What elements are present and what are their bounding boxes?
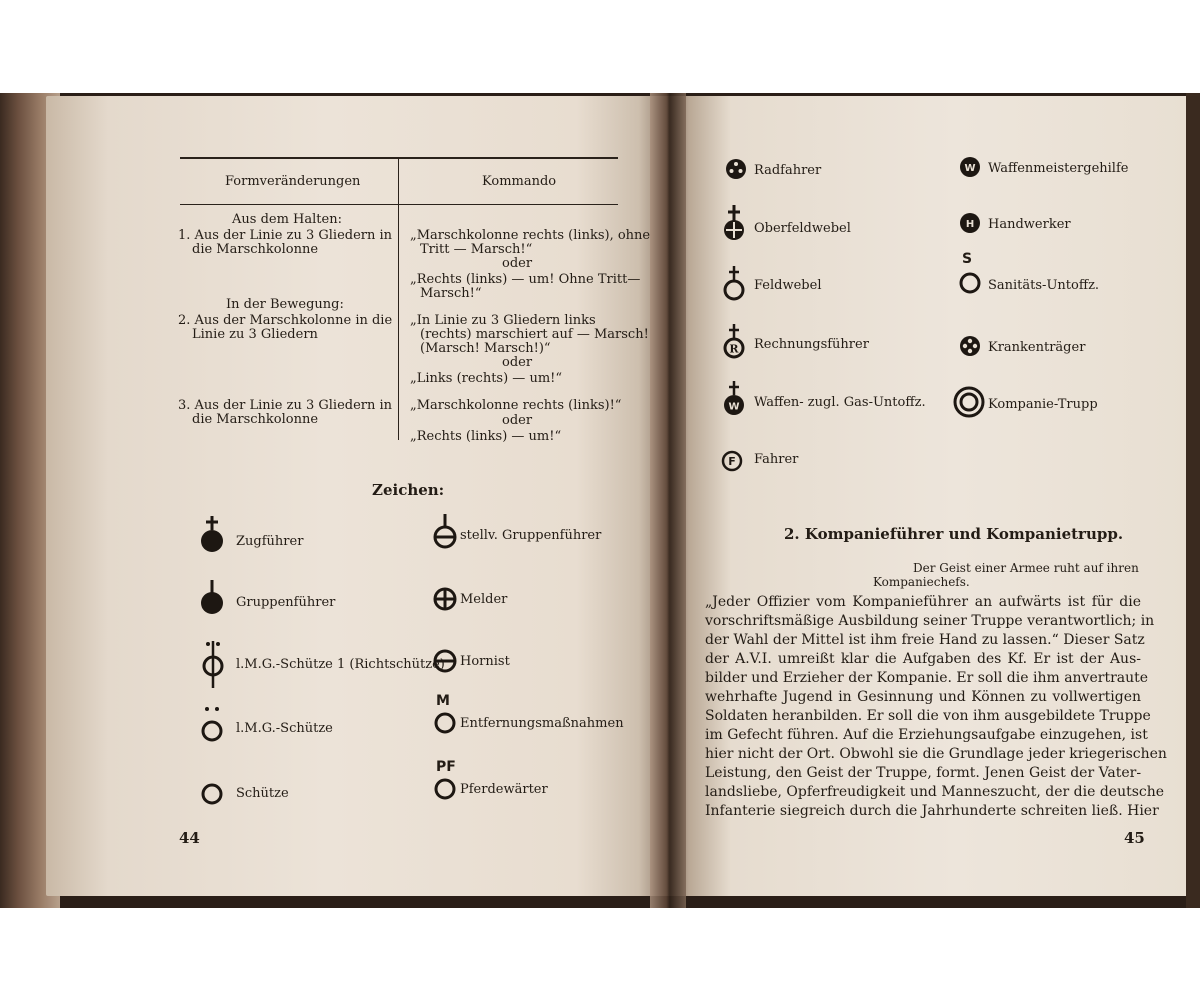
sign-mark: M: [436, 693, 450, 709]
table-cell-command: „Links (rechts) — um!“: [410, 371, 563, 386]
table-cell-change: Linie zu 3 Gliedern: [192, 327, 318, 342]
sign-label: Waffenmeistergehilfe: [988, 161, 1129, 176]
melder-icon: [432, 586, 458, 612]
body-text-line: Infanterie siegreich durch die Jahrhunderte schreiten ließ. Hier: [705, 803, 1159, 819]
sign-label: Rechnungsführer: [754, 337, 869, 352]
entfernungsmassnahmen-icon: [432, 710, 458, 736]
hornist-icon: [432, 648, 458, 674]
table-cell-command: „Marschkolonne rechts (links), ohne: [410, 228, 651, 243]
lmg-schuetze-1-icon: [198, 640, 228, 690]
handwerker-icon: [958, 211, 982, 235]
page-number-left: 44: [179, 829, 200, 847]
krankentraeger-icon: [957, 333, 983, 359]
sign-mark: S: [962, 251, 973, 267]
gruppenfuehrer-icon: [196, 578, 228, 616]
sign-label: Feldwebel: [754, 278, 822, 293]
sign-label: Zugführer: [236, 534, 304, 549]
rechnungsfuehrer-icon: [720, 322, 748, 360]
table-cell-command-or: oder: [502, 413, 533, 428]
sign-label: Fahrer: [754, 452, 799, 467]
body-text-line: der A.V.I. umreißt klar die Aufgaben des Kf. Er ist der Aus-: [705, 651, 1141, 667]
svg-text:W: W: [728, 401, 740, 413]
body-text-line: bilder und Erzieher der Kompanie. Er soll die ihm anvertraute: [705, 670, 1149, 686]
table-header-rule: [180, 204, 618, 205]
body-text-line: wehrhafte Jugend in Gesinnung und Können zu vollwertigen: [705, 689, 1141, 705]
kompanie-trupp-icon: [952, 385, 986, 419]
table-header-command: Kommando: [482, 174, 557, 189]
left-page: [46, 96, 670, 896]
zugfuehrer-icon: [196, 514, 228, 554]
sign-label: Melder: [460, 592, 508, 607]
sign-mark: PF: [436, 759, 456, 775]
table-cell-change: 3. Aus der Linie zu 3 Gliedern in: [178, 398, 393, 413]
table-cell-command: (rechts) marschiert auf — Marsch!: [420, 327, 649, 342]
table-cell-change: 1. Aus der Linie zu 3 Gliedern in: [178, 228, 393, 243]
sign-label: Gruppenführer: [236, 595, 336, 610]
table-cell-command: Marsch!“: [420, 286, 482, 301]
sign-label: Handwerker: [988, 217, 1071, 232]
sign-label: Schütze: [236, 786, 289, 801]
svg-text:W: W: [964, 163, 976, 174]
table-cell-change: die Marschkolonne: [192, 242, 319, 257]
body-text-line: „Jeder Offizier vom Kompanieführer an aufwärts ist für die: [705, 594, 1141, 610]
table-cell-command-or: oder: [502, 355, 533, 370]
sign-label: Oberfeldwebel: [754, 221, 851, 236]
table-cell-change: die Marschkolonne: [192, 412, 319, 427]
table-cell-command: „Rechts (links) — um!“: [410, 429, 562, 444]
table-header-changes: Formveränderungen: [225, 174, 361, 189]
waffen-gas-untoffz-icon: [720, 379, 748, 417]
svg-text:R: R: [729, 342, 739, 356]
table-cell-change: 2. Aus der Marschkolonne in die: [178, 313, 393, 328]
table-cell-command: „Rechts (links) — um! Ohne Tritt—: [410, 272, 641, 287]
sanitaets-untoffz-icon: [957, 270, 983, 296]
table-cell-command: „In Linie zu 3 Gliedern links: [410, 313, 596, 328]
table-top-rule: [180, 157, 618, 159]
page-number-right: 45: [1124, 829, 1145, 847]
table-cell-command: (Marsch! Marsch!)“: [420, 341, 551, 356]
sign-label: l.M.G.-Schütze: [236, 721, 333, 736]
table-cell-command: Tritt — Marsch!“: [420, 242, 533, 257]
table-row-caption: In der Bewegung:: [226, 297, 344, 312]
body-text-line: Soldaten heranbilden. Er soll die von ihm ausgebildete Truppe: [705, 708, 1151, 724]
body-text-line: landsliebe, Opferfreudigkeit und Manneszucht, der die deutsche: [705, 784, 1165, 800]
sign-label: Sanitäts-Untoffz.: [988, 278, 1100, 293]
sign-label: Radfahrer: [754, 163, 822, 178]
schuetze-icon: [198, 780, 226, 808]
body-text-line: hier nicht der Ort. Obwohl sie die Grundlage jeder kriegerischen: [705, 746, 1167, 762]
body-text-line: Leistung, den Geist der Truppe, formt. Jenen Geist der Vater-: [705, 765, 1142, 781]
sign-label: Hornist: [460, 654, 510, 669]
waffenmeistergehilfe-icon: [958, 155, 982, 179]
table-cell-command: „Marschkolonne rechts (links)!“: [410, 398, 622, 413]
epigraph-line: Kompaniechefs.: [873, 575, 970, 589]
book-gutter: [650, 93, 686, 908]
signs-title: Zeichen:: [372, 481, 445, 499]
section-heading: 2. Kompanieführer und Kompanietrupp.: [784, 525, 1124, 543]
body-text-line: im Gefecht führen. Auf die Erziehungsaufgabe einzugehen, ist: [705, 727, 1148, 743]
sign-label: Waffen- zugl. Gas-Untoffz.: [754, 395, 926, 410]
body-text-line: vorschriftsmäßige Ausbildung seiner Truppe verantwortlich; in: [705, 613, 1155, 629]
sign-label: l.M.G.-Schütze 1 (Richtschütze): [236, 657, 445, 672]
svg-text:F: F: [728, 455, 736, 468]
lmg-schuetze-icon: [198, 704, 226, 744]
stellv-gruppenfuehrer-icon: [430, 512, 460, 552]
body-text-line: der Wahl der Mittel ist ihm freie Hand zu lassen.“ Dieser Satz: [705, 632, 1145, 648]
table-row-caption: Aus dem Halten:: [232, 212, 342, 227]
sign-label: Pferdewärter: [460, 782, 548, 797]
feldwebel-icon: [720, 264, 748, 302]
table-column-divider: [398, 158, 399, 205]
svg-text:H: H: [965, 219, 975, 230]
fahrer-icon: [720, 449, 744, 473]
radfahrer-icon: [724, 157, 748, 181]
epigraph-line: Der Geist einer Armee ruht auf ihren: [913, 561, 1139, 575]
sign-label: Entfernungsmaßnahmen: [460, 716, 624, 731]
oberfeldwebel-icon: [720, 203, 748, 243]
sign-label: Krankenträger: [988, 340, 1086, 355]
right-page-edge: [1186, 93, 1200, 908]
sign-label: Kompanie-Trupp: [988, 397, 1098, 412]
sign-label: stellv. Gruppenführer: [460, 528, 602, 543]
table-cell-command-or: oder: [502, 256, 533, 271]
table-column-divider-body: [398, 205, 399, 440]
pferdewaerter-icon: [432, 776, 458, 802]
